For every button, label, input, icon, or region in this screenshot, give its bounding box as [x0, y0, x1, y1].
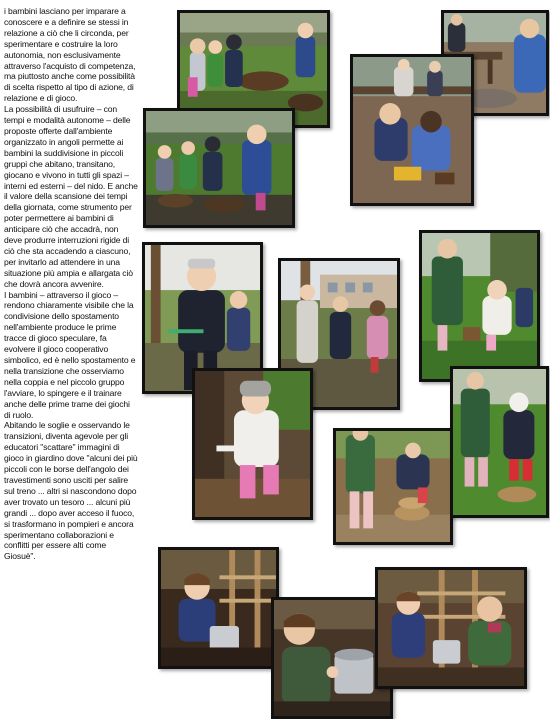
- paragraph-2: La possibilità di usufruire – con tempi e modalità autonome – delle proposte offerte dall'ambiente organizzato in angoli permette ai bambini la suddivisione in piccoli gruppi che abitano, transitano, giocano e vivono in tutti gli spazi – interni ed esterni – del nido. E anche il valore della scansione dei tempi della giornata, come strumento per poter permettere ai bambini di anticipare ciò che accadrà, non deve produrre interruzioni rigide di ciò che sta accadendo a ciascuno, per invitarlo ad attendere in una situazione più ampia e allargata ciò che dovrà ancora avvenire.: [4, 104, 138, 289]
- photo-children-dirt-rope-frame: [375, 567, 527, 689]
- photo-children-wooden-stumps: [333, 428, 453, 545]
- photo-child-rope-frame-bucket: [158, 547, 279, 669]
- paragraph-1: i bambini lasciano per imparare a conoscere e a definire se stessi in relazione a ciò che li circonda, per sperimentare e costruire la loro autonomia, non esclusivamente attraverso l'acquisto di competenza, ma piuttosto anche come possibilità di scelta rispetto al tipo di azione, di relazione e di gioco.: [4, 6, 136, 104]
- photo-children-log-benches: [143, 108, 295, 228]
- photo-children-yellow-box: [350, 54, 474, 206]
- article-text-column: [4, 6, 138, 562]
- paragraph-4: Abitando le soglie e osservando le transizioni, diventa agevole per gli educatori "scattare" immagini di gioco in giardino dove "alcuni dei più piccoli con le borse dell'angolo dei travestimenti sono usciti per salire sul treno ... altri si nascondono dopo aver trovato un tesoro ... alcuni più grandi ... dopo aver acceso il fuoco, si trasformano in pompieri e ancora sperimentano collaborazioni e conflitti per essere alti come Giosuè".: [4, 420, 138, 562]
- photo-toddler-knit-hat-climbing: [192, 368, 313, 520]
- photo-child-red-boots-stumps: [450, 366, 549, 518]
- paragraph-3: I bambini – attraverso il gioco – rendono chiaramente visibile che la condivisione dello spostamento nell'ambiente produce le prime tracce di gioco speculare, fa evolvere il gioco cooperativo simbolico, ed è nello spostamento e nella transizione che osserviamo nella coppia e nel piccolo gruppo l'avviare, lo spingere e il trainare anche delle prime trame dei giochi di ruolo.: [4, 289, 136, 420]
- photo-children-white-jacket-grass: [419, 230, 540, 382]
